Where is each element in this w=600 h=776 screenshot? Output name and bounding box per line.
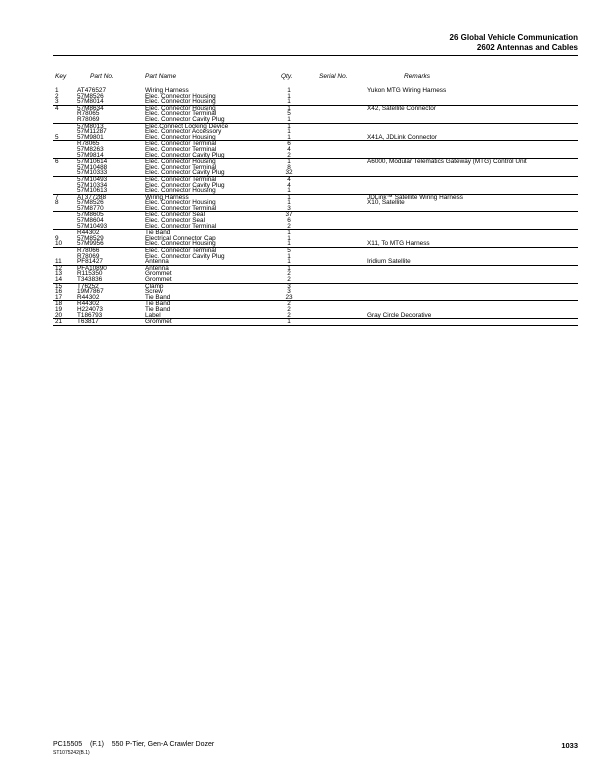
- row-qty: 3: [287, 204, 291, 212]
- row-part-name: Elec. Connector Cavity Plug: [145, 252, 225, 260]
- row-qty: 32: [285, 169, 293, 177]
- row-part-name: Grommet: [145, 318, 172, 326]
- row-qty: 1: [287, 122, 291, 130]
- row-key: 1: [55, 87, 59, 94]
- row-qty: 1: [287, 187, 291, 195]
- row-part-name: Elec. Connector Housing: [145, 98, 216, 106]
- row-remarks: X41A, JDLink Connector: [367, 133, 437, 141]
- row-key: 15: [55, 282, 63, 290]
- row-qty: 1: [287, 133, 291, 141]
- row-part-no: 57M8263: [77, 145, 104, 153]
- row-part-name: Elec. Connector Terminal: [145, 175, 217, 183]
- row-part-no: PF81427: [77, 258, 103, 266]
- col-header-qty: Qty.: [281, 73, 293, 80]
- row-part-no: 57M10493: [77, 175, 108, 183]
- row-key: 7: [55, 193, 59, 201]
- row-qty: 4: [287, 181, 291, 189]
- row-part-no: R44302: [77, 300, 100, 308]
- row-qty: 23: [285, 293, 293, 301]
- col-header-part-no: Part No.: [90, 73, 114, 80]
- parts-group: [53, 159, 578, 177]
- header-rule: [53, 55, 578, 56]
- row-key: 3: [55, 98, 59, 106]
- row-key: 21: [55, 318, 63, 326]
- row-part-name: Grommet: [145, 276, 172, 283]
- row-part-name: Elec. Connector Cavity Plug: [145, 169, 225, 177]
- parts-group: [53, 301, 578, 319]
- table-row: [53, 277, 578, 283]
- parts-group: [53, 124, 578, 142]
- row-remarks: X11, To MTG Harness: [367, 240, 430, 248]
- row-part-name: Elec. Connector Terminal: [145, 110, 217, 118]
- row-qty: 1: [287, 318, 291, 326]
- row-part-name: Elec. Connector Terminal: [145, 247, 217, 255]
- parts-group: [53, 177, 578, 195]
- row-qty: 1: [287, 158, 291, 166]
- row-part-no: AT476527: [77, 87, 107, 94]
- row-key: 2: [55, 92, 59, 100]
- row-part-name: Elec. Connector Housing: [145, 187, 216, 195]
- page-number: 1033: [561, 741, 578, 750]
- row-part-no: 57M8529: [77, 234, 104, 242]
- parts-group: [53, 212, 578, 230]
- row-key: 5: [55, 133, 59, 141]
- row-key: 9: [55, 234, 59, 242]
- row-part-name: Antenna: [145, 258, 169, 266]
- row-qty: 1: [287, 87, 291, 94]
- row-qty: 2: [287, 311, 291, 319]
- row-part-no: 57M10488: [77, 163, 108, 171]
- row-qty: 1: [287, 252, 291, 260]
- row-part-name: Elec. Connector Housing: [145, 199, 216, 207]
- row-qty: 1: [287, 104, 291, 112]
- parts-table: [53, 88, 578, 326]
- row-qty: 1: [287, 240, 291, 248]
- row-key: 20: [55, 311, 63, 319]
- row-part-name: Label: [145, 311, 161, 319]
- table-row: [53, 224, 578, 230]
- parts-group: [53, 266, 578, 284]
- row-key: 13: [55, 270, 63, 278]
- section-title: 26 Global Vehicle Communication: [449, 33, 578, 42]
- table-row: [53, 313, 578, 319]
- row-part-no: 57M11287: [77, 128, 107, 136]
- row-qty: 1: [287, 128, 291, 136]
- row-part-name: Elec. Connector Housing: [145, 92, 216, 100]
- row-part-name: Wiring Harness: [145, 193, 189, 201]
- table-row: [53, 241, 578, 247]
- row-qty: 1: [287, 264, 291, 272]
- row-part-no: R78065: [77, 110, 100, 118]
- row-remarks: JDLink™ Satellite Wiring Harness: [367, 193, 463, 201]
- row-qty: 1: [287, 193, 291, 201]
- row-part-no: 57M8014: [77, 98, 104, 106]
- row-remarks: A6000, Modular Telematics Gateway (MTG) Control Unit: [367, 158, 527, 166]
- row-part-name: Elec. Connector Seal: [145, 217, 206, 225]
- row-qty: 1: [287, 92, 291, 100]
- row-qty: 2: [287, 222, 291, 230]
- row-part-name: Tie Band: [145, 229, 171, 237]
- row-part-no: 57M8013: [77, 122, 104, 130]
- col-header-key: Key: [55, 73, 67, 80]
- row-qty: 37: [285, 211, 293, 219]
- parts-group: [53, 106, 578, 124]
- row-part-name: Elec. Connector Housing: [145, 133, 216, 141]
- row-qty: 1: [287, 234, 291, 242]
- row-part-no: PFA10890: [77, 264, 107, 272]
- row-qty: 1: [287, 115, 291, 123]
- row-part-no: 57M8526: [77, 92, 104, 100]
- row-qty: 3: [287, 288, 291, 296]
- row-qty: 2: [287, 300, 291, 308]
- parts-group: [53, 141, 578, 159]
- row-part-no: R78065: [77, 140, 100, 148]
- row-part-name: Tie Band: [145, 300, 171, 308]
- row-part-name: Elec. Connector Housing: [145, 158, 216, 166]
- row-qty: 1: [287, 258, 291, 266]
- row-part-no: 57M9814: [77, 151, 104, 159]
- table-row: [53, 135, 578, 141]
- row-part-name: Elec. Connector Housing: [145, 104, 216, 112]
- row-part-no: 57M9801: [77, 133, 104, 141]
- row-qty: 4: [287, 175, 291, 183]
- row-qty: 5: [287, 110, 291, 118]
- row-remarks: Yukon MTG Wiring Harness: [367, 87, 447, 94]
- row-key: 8: [55, 199, 59, 207]
- row-part-no: H224073: [77, 305, 103, 313]
- row-remarks: X42, Satellite Connector: [367, 104, 436, 112]
- row-part-no: T343836: [77, 276, 103, 283]
- row-part-no: 57M10333: [77, 169, 108, 177]
- row-part-no: 57M8526: [77, 199, 104, 207]
- row-part-no: 57M8605: [77, 211, 104, 219]
- row-part-name: Elec. Connector Terminal: [145, 145, 217, 153]
- row-remarks: X10, Satellite: [367, 199, 405, 207]
- parts-group: [53, 230, 578, 248]
- row-part-no: 57M10493: [77, 222, 108, 230]
- row-qty: 4: [287, 145, 291, 153]
- row-part-name: Tie Band: [145, 305, 171, 313]
- row-qty: 1: [287, 229, 291, 237]
- row-qty: 8: [287, 163, 291, 171]
- row-part-name: Electrical Connector Cap: [145, 234, 216, 242]
- row-part-name: Clamp: [145, 282, 164, 290]
- row-qty: 2: [287, 151, 291, 159]
- row-qty: 1: [287, 98, 291, 106]
- table-row: [53, 170, 578, 176]
- row-part-no: R78069: [77, 115, 100, 123]
- row-qty: 1: [287, 199, 291, 207]
- row-key: 12: [55, 264, 63, 272]
- row-remarks: Iridium Satellite: [367, 258, 411, 266]
- row-key: 18: [55, 300, 63, 308]
- row-part-name: Grommet: [145, 270, 172, 278]
- row-part-no: AT377288: [77, 193, 107, 201]
- row-part-no: 57M10614: [77, 158, 108, 166]
- footer-doc-info: PC15505 (F.1) 550 P-Tier, Gen-A Crawler Dozer: [53, 741, 215, 748]
- table-row: [53, 99, 578, 105]
- parts-group: [53, 88, 578, 106]
- parts-group: [53, 248, 578, 266]
- footer-doc-id: ST1075242(B.1): [53, 750, 90, 756]
- row-part-name: Elec. Connector Housing: [145, 240, 216, 248]
- row-part-no: 57M8604: [77, 217, 104, 225]
- row-part-name: Elec. Connector Terminal: [145, 140, 217, 148]
- row-part-no: R78069: [77, 252, 100, 260]
- parts-group: [53, 319, 578, 326]
- row-part-name: Screw: [145, 288, 163, 296]
- row-part-no: T63817: [77, 318, 99, 326]
- row-key: 14: [55, 276, 63, 283]
- table-row: [53, 117, 578, 123]
- row-part-name: Elec. Connector Terminal: [145, 163, 217, 171]
- row-key: 11: [55, 258, 62, 266]
- row-part-no: R78066: [77, 247, 100, 255]
- row-key: 17: [55, 293, 63, 301]
- row-qty: 6: [287, 217, 291, 225]
- row-part-no: 57M10613: [77, 187, 108, 195]
- row-part-name: Elec. Connector Terminal: [145, 222, 217, 230]
- row-part-no: 57M8770: [77, 204, 104, 212]
- row-part-name: Elec. Connector Accessory: [145, 128, 222, 136]
- row-key: 16: [55, 288, 63, 296]
- subsection-title: 2602 Antennas and Cables: [476, 43, 578, 52]
- row-part-name: Antenna: [145, 264, 169, 272]
- col-header-serial-no: Serial No.: [319, 73, 348, 80]
- row-part-name: Elec. Connector Cavity Plug: [145, 115, 225, 123]
- row-part-name: Wiring Harness: [145, 87, 189, 94]
- row-part-name: Elec. Connector Terminal: [145, 204, 217, 212]
- row-part-no: R44302: [77, 229, 100, 237]
- table-row: [53, 295, 578, 301]
- row-part-no: R44302: [77, 293, 100, 301]
- parts-group: [53, 195, 578, 213]
- table-row: [53, 206, 578, 212]
- row-part-no: 57M9956: [77, 240, 104, 248]
- row-key: 6: [55, 158, 59, 166]
- col-header-part-name: Part Name: [145, 73, 177, 80]
- row-key: 19: [55, 305, 63, 313]
- row-part-no: T76252: [77, 282, 99, 290]
- row-part-no: 57M8634: [77, 104, 104, 112]
- row-part-no: 19M7867: [77, 288, 104, 296]
- row-key: 10: [55, 240, 63, 248]
- row-qty: 6: [287, 140, 291, 148]
- row-qty: 3: [287, 282, 291, 290]
- row-remarks: Gray Circle Decorative: [367, 311, 432, 319]
- row-qty: 2: [287, 270, 291, 278]
- row-qty: 5: [287, 247, 291, 255]
- row-part-name: Elec. Connector Cavity Plug: [145, 181, 225, 189]
- row-part-name: Tie Band: [145, 293, 171, 301]
- row-part-name: Elec. Connector Seal: [145, 211, 206, 219]
- row-qty: 2: [287, 276, 291, 283]
- row-part-no: 57M10334: [77, 181, 108, 189]
- row-part-name: Elec. Connector Cavity Plug: [145, 151, 225, 159]
- table-row: [53, 188, 578, 194]
- row-part-name: Elec.Connect Locking Device: [145, 122, 229, 130]
- table-row: [53, 319, 578, 325]
- row-part-no: T186793: [77, 311, 103, 319]
- col-header-remarks: Remarks: [404, 73, 431, 80]
- parts-group: [53, 284, 578, 302]
- row-key: 4: [55, 104, 59, 112]
- table-row: [53, 259, 578, 265]
- row-part-no: R115350: [77, 270, 103, 278]
- row-qty: 2: [287, 305, 291, 313]
